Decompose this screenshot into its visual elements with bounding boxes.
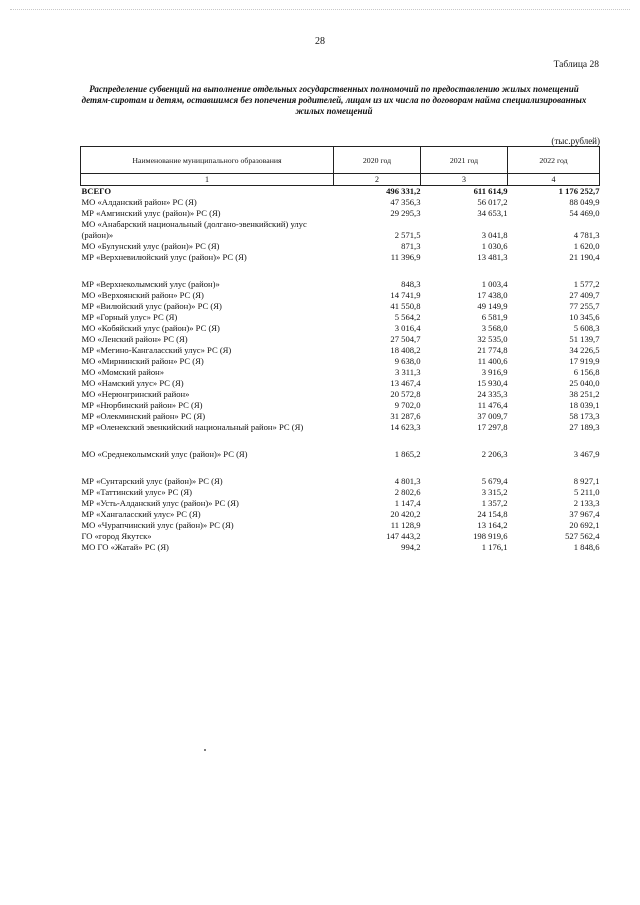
row-name: МР «Усть-Алданский улус (район)» РС (Я) [81,498,239,508]
table-row [81,290,600,301]
value-2021: 11 400,6 [477,356,508,366]
scan-speck [204,749,206,751]
value-2021: 1 176,1 [481,542,508,552]
table-row [81,279,600,290]
table-row [81,487,600,498]
value-2020: 147 443,2 [386,531,421,541]
value-2022: 20 692,1 [569,520,600,530]
row-name: МО «Чурапчинский улус (район)» РС (Я) [81,520,234,530]
table-row [81,449,600,460]
value-2021: 198 919,6 [473,531,508,541]
value-2020: 5 564,2 [394,312,421,322]
table-row [81,531,600,542]
value-2022: 51 139,7 [569,334,600,344]
value-2021: 32 535,0 [477,334,508,344]
value-2022: 1 620,0 [573,241,600,251]
table-row [81,356,600,367]
value-2022: 527 562,4 [565,531,600,541]
column-header-2020: 2020 год [334,147,421,174]
row-name: МО ГО «Жатай» РС (Я) [81,542,169,552]
value-2021: 1 003,4 [481,279,508,289]
value-2021: 611 614,9 [473,186,508,196]
row-name: ГО «город Якутск» [81,531,152,541]
value-2022: 34 226,5 [569,345,600,355]
value-2021: 3 041,8 [481,230,508,240]
page-number: 28 [315,36,325,47]
row-name: МР «Амгинский улус (район)» РС (Я) [81,208,221,218]
value-2020: 496 331,2 [386,186,421,196]
value-2022: 88 049,9 [569,197,600,207]
value-2020: 994,2 [401,542,421,552]
table-label: Таблица 28 [553,60,599,70]
row-name: МР «Горный улус» РС (Я) [81,312,178,322]
value-2022: 4 781,3 [573,230,600,240]
table-row [81,389,600,400]
row-name: МО «Верхоянский район» РС (Я) [81,290,204,300]
column-number: 3 [421,174,508,186]
value-2020: 2 571,5 [394,230,421,240]
table-row [81,498,600,509]
unit-label: (тыс.рублей) [551,136,600,146]
value-2021: 37 009,7 [477,411,508,421]
row-name: МО «Мирнинский район» РС (Я) [81,356,204,366]
row-name: МР «Таттинский улус» РС (Я) [81,487,193,497]
value-2021: 21 774,8 [477,345,508,355]
table-row [81,208,600,219]
value-2022: 27 409,7 [569,290,600,300]
row-name: МО «Кобяйский улус (район)» РС (Я) [81,323,220,333]
value-2020: 9 638,0 [394,356,421,366]
value-2021: 13 164,2 [477,520,508,530]
value-2022: 1 577,2 [573,279,600,289]
value-2021: 49 149,9 [477,301,508,311]
value-2020: 47 356,3 [390,197,421,207]
value-2022: 6 156,8 [573,367,600,377]
column-header-name: Наименование муниципального образования [81,147,334,174]
value-2020: 1 147,4 [394,498,421,508]
value-2022: 58 173,3 [569,411,600,421]
value-2021: 1 357,2 [481,498,508,508]
value-2021: 3 916,9 [481,367,508,377]
value-2020: 29 295,3 [390,208,421,218]
row-name: МО «Булунский улус (район)» РС (Я) [81,241,220,251]
table-row [81,219,600,241]
row-name: МР «Мегино-Кангаласский улус» РС (Я) [81,345,232,355]
spacer-row [81,263,600,279]
value-2020: 27 504,7 [390,334,421,344]
document-title: Распределение субвенций на выполнение отдельных государственных полномочий по предоставлению жилых помещений детям-сиротам и детям, оставшимся без попечения родителей, лицам из их числа по договорам найма специализированных жилых помещений [81,84,587,116]
value-2020: 3 016,4 [394,323,421,333]
value-2020: 2 802,6 [394,487,421,497]
subvention-table [80,146,600,553]
value-2020: 14 741,9 [390,290,421,300]
row-name: МР «Оленекский эвенкийский национальный район» РС (Я) [81,422,304,432]
table-row [81,422,600,433]
value-2021: 6 581,9 [481,312,508,322]
row-name: МО «Алданский район» РС (Я) [81,197,197,207]
value-2022: 10 345,6 [569,312,600,322]
value-2021: 5 679,4 [481,476,508,486]
top-scan-line [10,9,630,10]
row-name: МО «Момский район» [81,367,165,377]
column-header-2022: 2022 год [508,147,600,174]
value-2022: 5 211,0 [574,487,600,497]
value-2022: 18 039,1 [569,400,600,410]
value-2021: 13 481,3 [477,252,508,262]
table-body [81,186,600,554]
table-row [81,378,600,389]
table-row [81,197,600,208]
table-row [81,241,600,252]
value-2022: 2 133,3 [573,498,600,508]
value-2021: 3 315,2 [481,487,508,497]
table-row [81,520,600,531]
table-row [81,334,600,345]
value-2022: 21 190,4 [569,252,600,262]
row-name: МР «Верхнеколымский улус (район)» [81,279,220,289]
value-2021: 24 335,3 [477,389,508,399]
row-name: МО «Нерюнгринский район» [81,389,190,399]
value-2020: 18 408,2 [390,345,421,355]
value-2020: 3 311,3 [395,367,421,377]
value-2022: 25 040,0 [569,378,600,388]
table-row [81,400,600,411]
table-row [81,323,600,334]
column-header-2021: 2021 год [421,147,508,174]
value-2022: 27 189,3 [569,422,600,432]
spacer-cell [81,263,600,279]
value-2020: 14 623,3 [390,422,421,432]
value-2021: 17 438,0 [477,290,508,300]
value-2021: 17 297,8 [477,422,508,432]
row-name: МР «Хангаласский улус» РС (Я) [81,509,201,519]
value-2022: 3 467,9 [573,449,600,459]
value-2022: 54 469,0 [569,208,600,218]
value-2020: 41 550,8 [390,301,421,311]
table-row [81,312,600,323]
value-2022: 38 251,2 [569,389,600,399]
row-name: МО «Ленский район» РС (Я) [81,334,188,344]
value-2022: 17 919,9 [569,356,600,366]
table-row [81,476,600,487]
table-row [81,345,600,356]
value-2021: 34 653,1 [477,208,508,218]
value-2020: 9 702,0 [394,400,421,410]
total-row [81,186,600,198]
value-2020: 20 572,8 [390,389,421,399]
value-2021: 2 206,3 [481,449,508,459]
value-2021: 15 930,4 [477,378,508,388]
row-name: МО «Намский улус» РС (Я) [81,378,184,388]
column-number: 4 [508,174,600,186]
value-2020: 1 865,2 [394,449,421,459]
spacer-row [81,460,600,476]
value-2020: 848,3 [401,279,421,289]
value-2021: 11 476,4 [477,400,508,410]
value-2021: 24 154,8 [477,509,508,519]
row-name: МО «Анабарский национальный (долгано-эвенкийский) улус (район)» [81,219,307,240]
row-name: МР «Нюрбинский район» РС (Я) [81,400,203,410]
value-2022: 1 848,6 [573,542,600,552]
spacer-row [81,433,600,449]
row-name: МР «Вилюйский улус (район)» РС (Я) [81,301,222,311]
value-2021: 1 030,6 [481,241,508,251]
value-2020: 31 287,6 [390,411,421,421]
value-2021: 56 017,2 [477,197,508,207]
value-2020: 4 801,3 [394,476,421,486]
value-2022: 77 255,7 [569,301,600,311]
column-number: 1 [81,174,334,186]
row-name: МР «Верхневилюйский улус (район)» РС (Я) [81,252,247,262]
value-2021: 3 568,0 [481,323,508,333]
value-2020: 11 128,9 [390,520,421,530]
spacer-cell [81,433,600,449]
column-number: 2 [334,174,421,186]
table-row [81,252,600,263]
row-name: МР «Олекминский район» РС (Я) [81,411,206,421]
value-2020: 13 467,4 [390,378,421,388]
table-row [81,301,600,312]
table-row [81,367,600,378]
value-2022: 37 967,4 [569,509,600,519]
row-name: МР «Сунтарский улус (район)» РС (Я) [81,476,223,486]
table-row [81,509,600,520]
table-row [81,542,600,553]
value-2020: 871,3 [401,241,421,251]
value-2020: 20 420,2 [390,509,421,519]
value-2022: 5 608,3 [573,323,600,333]
row-name: МО «Среднеколымский улус (район)» РС (Я) [81,449,248,459]
value-2020: 11 396,9 [390,252,421,262]
value-2022: 8 927,1 [573,476,600,486]
table-row [81,411,600,422]
spacer-cell [81,460,600,476]
column-number-row [81,174,600,186]
value-2022: 1 176 252,7 [558,186,600,196]
row-name: ВСЕГО [81,186,112,196]
header-row [81,147,600,174]
